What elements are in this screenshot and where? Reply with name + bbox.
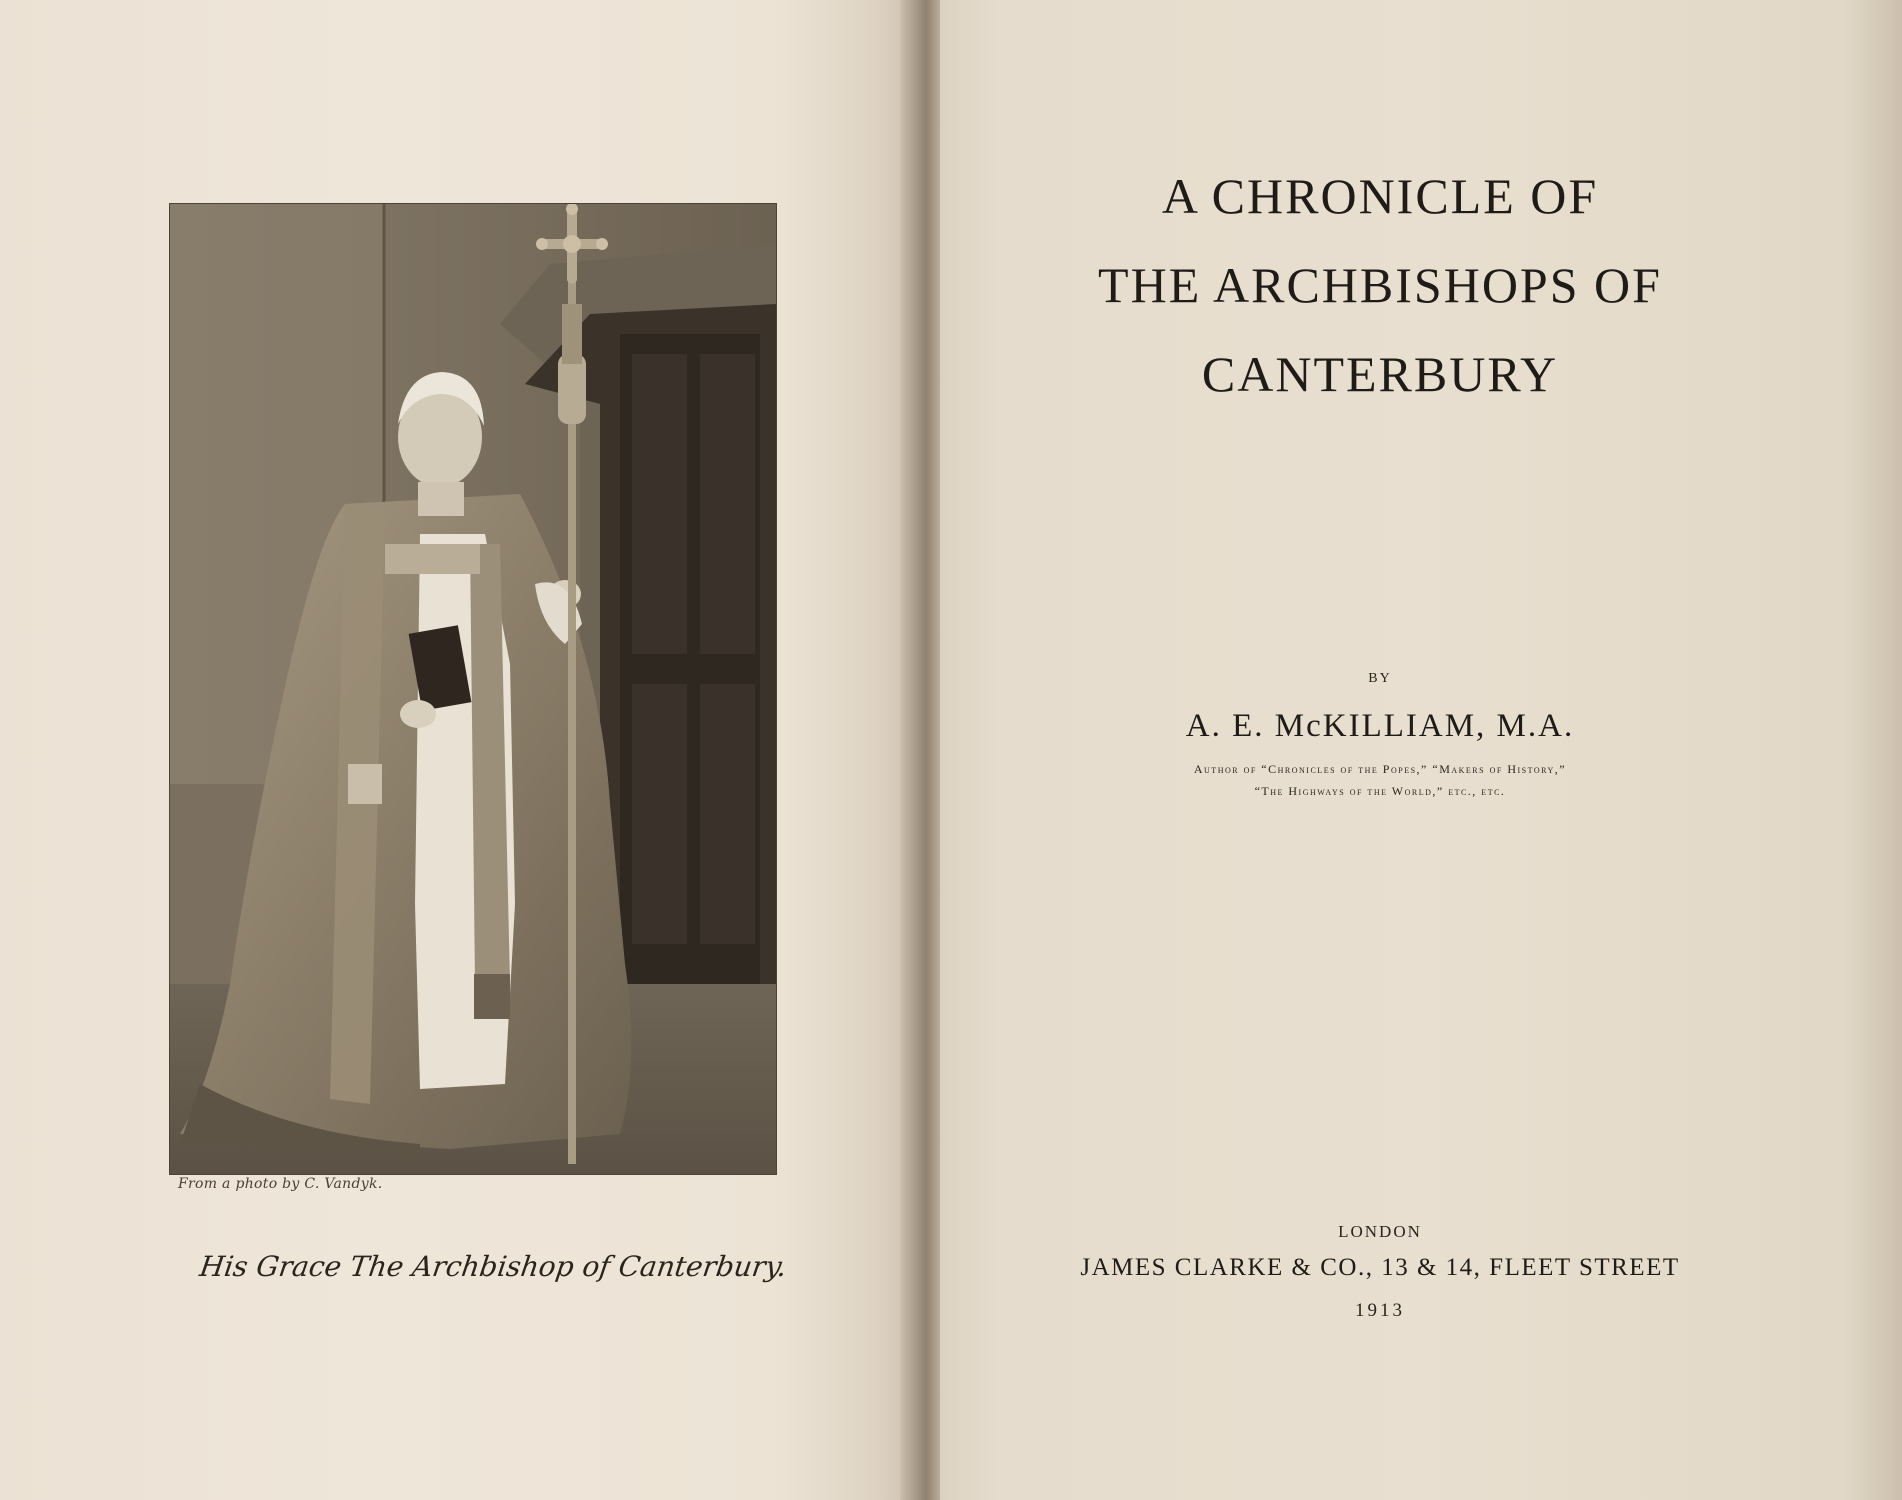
author-other-works xyxy=(1050,758,1710,802)
photo-credit: From a photo by C. Vandyk. xyxy=(178,1176,383,1192)
by-line: BY xyxy=(1368,671,1392,686)
title-line-3: CANTERBURY xyxy=(1201,346,1559,402)
publication-year: 1913 xyxy=(1355,1300,1405,1321)
archbishop-portrait-photo xyxy=(170,204,776,1174)
title-line-1: A CHRONICLE OF xyxy=(1161,168,1599,224)
plate-caption: His Grace The Archbishop of Canterbury. xyxy=(197,1250,789,1283)
other-works-line-1: Author of “Chronicles of the Popes,” “Makers of History,” xyxy=(1193,762,1567,776)
author-name: A. E. McKILLIAM, M.A. xyxy=(1185,708,1575,744)
publisher-name: JAMES CLARKE & CO., 13 & 14, FLEET STREET xyxy=(1080,1254,1680,1281)
book-title xyxy=(1060,152,1700,419)
publisher-city: LONDON xyxy=(1338,1222,1422,1241)
title-line-2: THE ARCHBISHOPS OF xyxy=(1098,257,1662,313)
frontispiece-page xyxy=(0,0,912,1500)
title-page xyxy=(940,0,1902,1500)
other-works-line-2: “The Highways of the World,” etc., etc. xyxy=(1254,784,1506,798)
